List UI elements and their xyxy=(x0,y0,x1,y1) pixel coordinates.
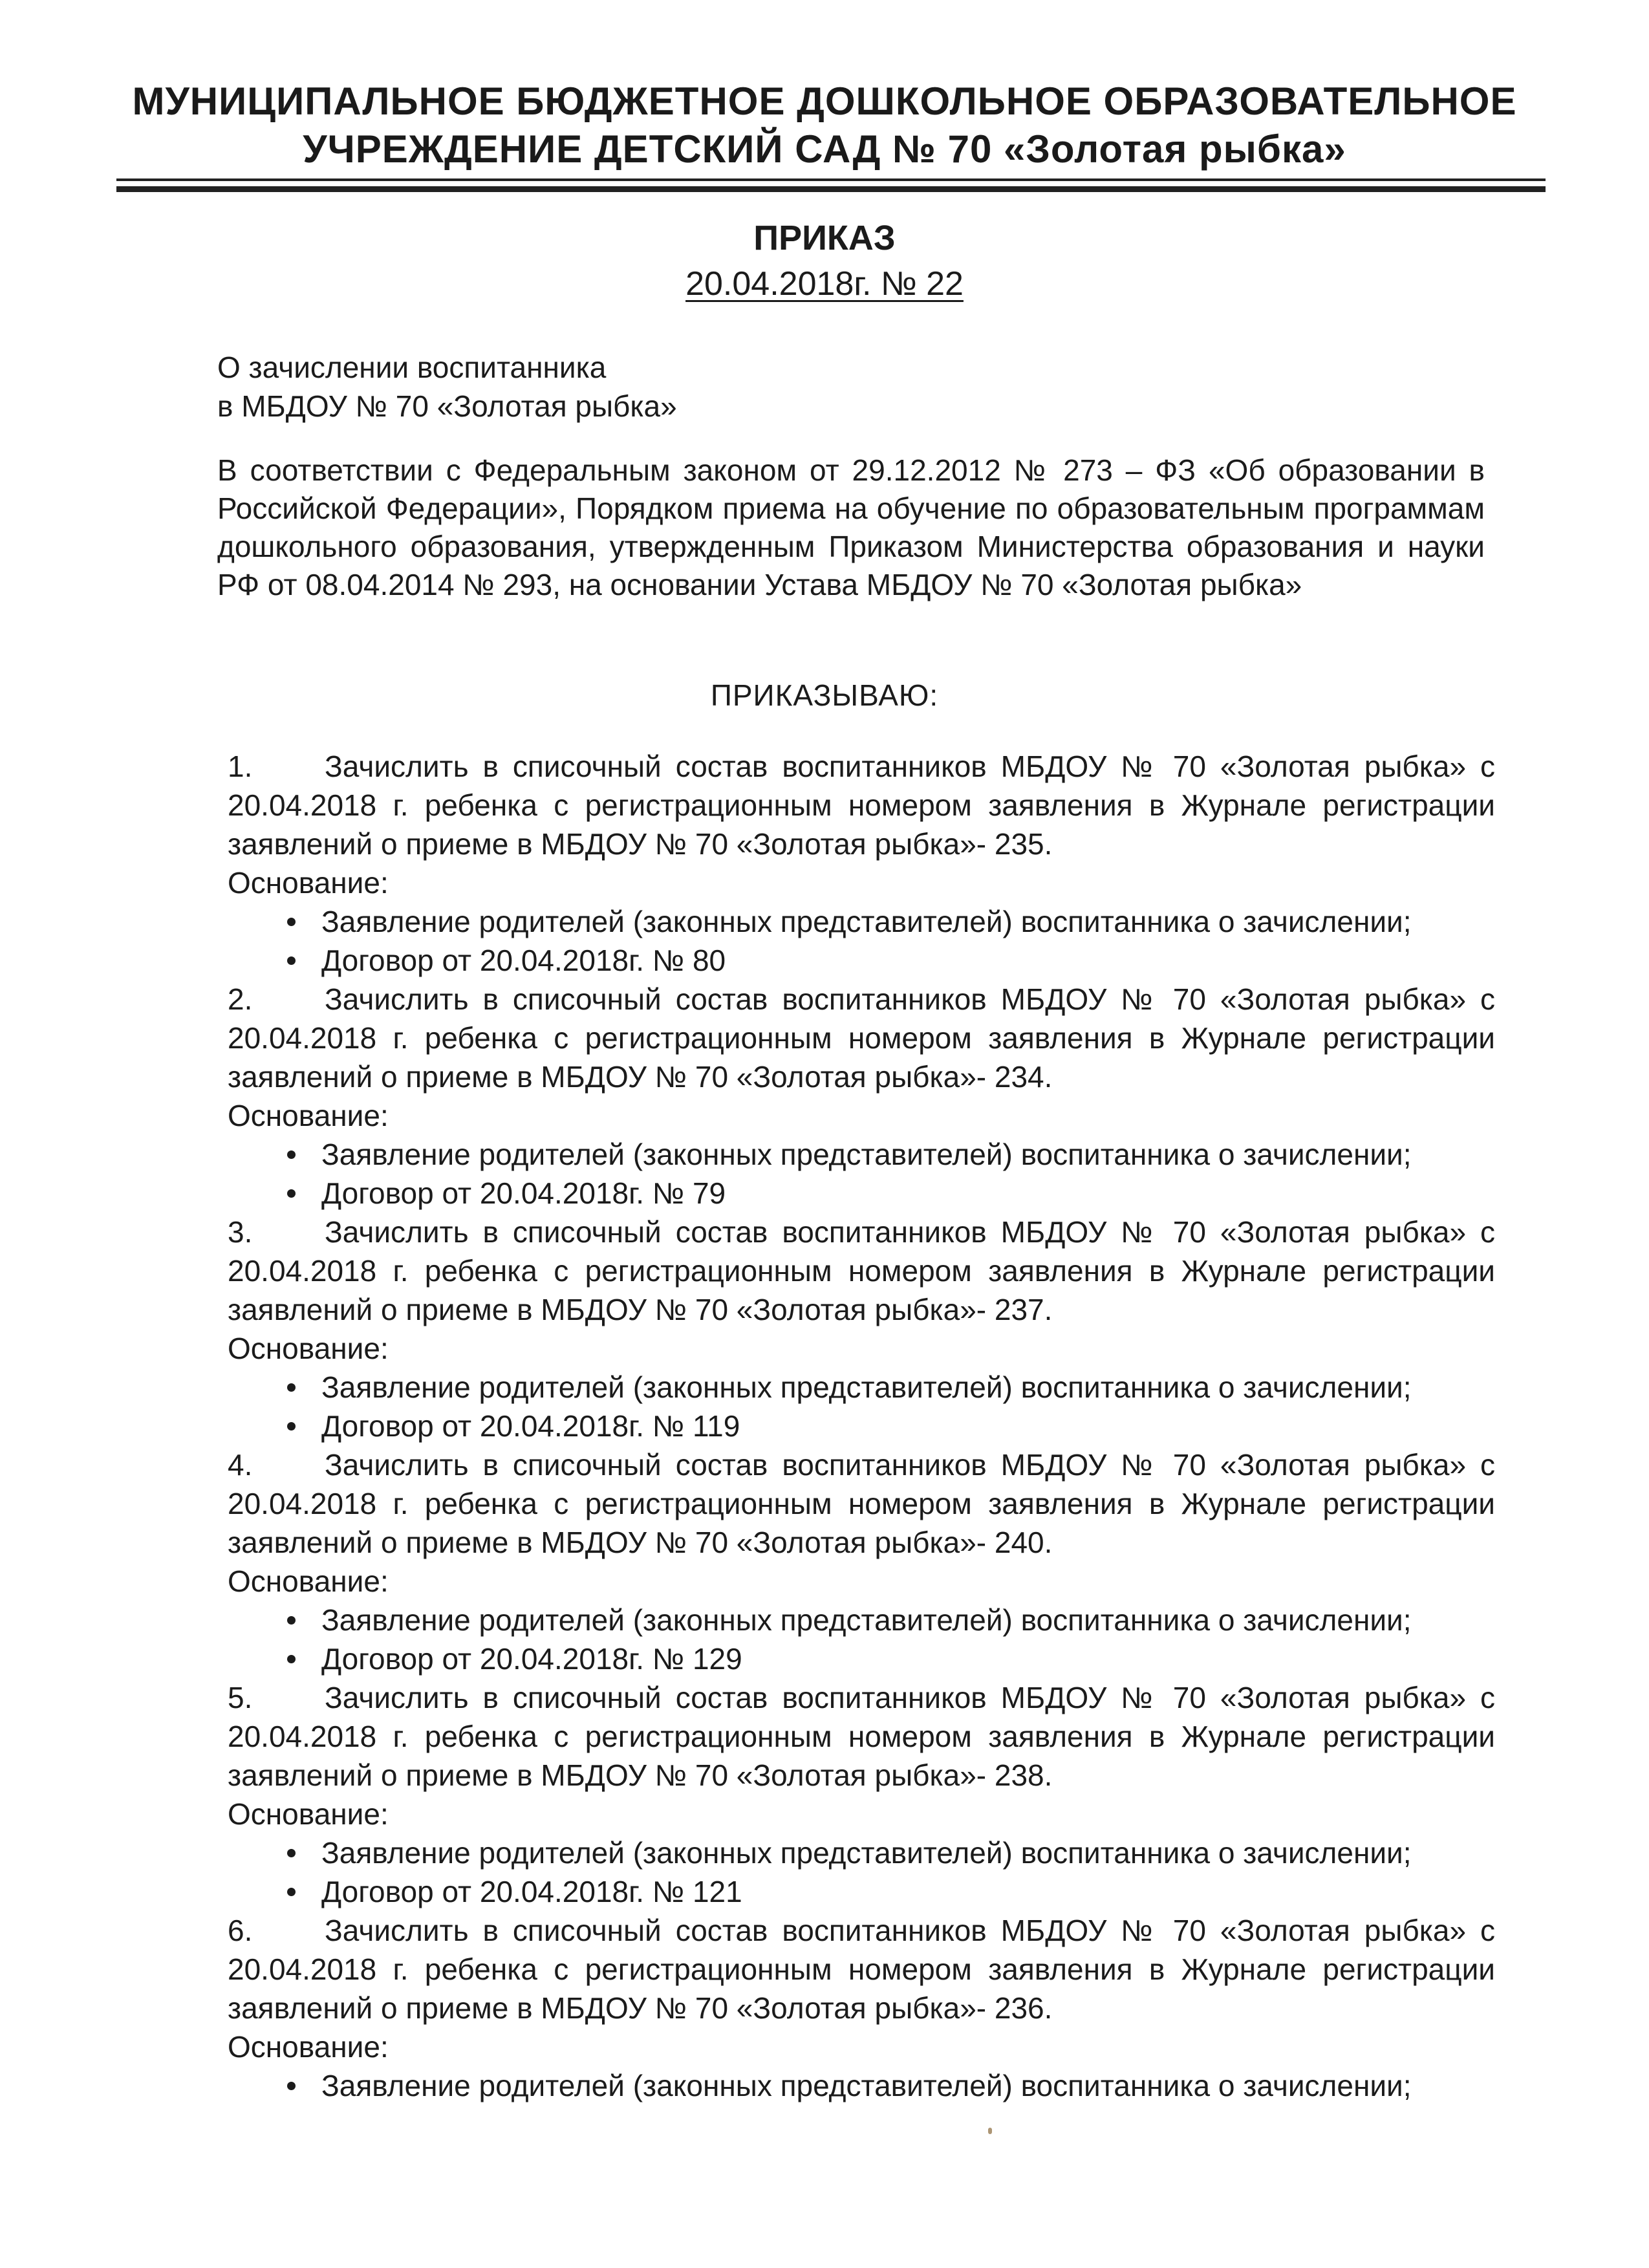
basis-list-item xyxy=(228,1368,1495,1407)
order-item xyxy=(228,1213,1495,1445)
bullet-icon xyxy=(287,2082,296,2090)
bullet-icon xyxy=(287,956,296,965)
order-subject xyxy=(217,348,677,426)
basis-list-item-text: Договор от 20.04.2018г. № 121 xyxy=(321,1875,742,1908)
bullet-icon xyxy=(287,1888,296,1896)
basis-list-item-text: Договор от 20.04.2018г. № 119 xyxy=(321,1409,740,1443)
order-item-text: Зачислить в списочный состав воспитанников МБДОУ № 70 «Золотая рыбка» с 20.04.2018 г. ребенка с регистрационным номером заявления в Журнале регистрации заявлений о приеме в МБДОУ № 70 «Золотая рыбка»- 234. xyxy=(228,982,1495,1094)
order-item-number: 1. xyxy=(228,750,253,783)
basis-list-item-text: Заявление родителей (законных представителей) воспитанника о зачислении; xyxy=(321,905,1412,938)
basis-list-item-text: Договор от 20.04.2018г. № 80 xyxy=(321,944,726,977)
bullet-icon xyxy=(287,918,296,926)
basis-list-item xyxy=(228,2066,1495,2105)
basis-list-item-text: Заявление родителей (законных представителей) воспитанника о зачислении; xyxy=(321,1836,1412,1870)
order-item-text-block xyxy=(228,980,1495,1096)
order-item-text-block xyxy=(228,1445,1495,1562)
order-item-text: Зачислить в списочный состав воспитанников МБДОУ № 70 «Золотая рыбка» с 20.04.2018 г. ребенка с регистрационным номером заявления в Журнале регистрации заявлений о приеме в МБДОУ № 70 «Золотая рыбка»- 240. xyxy=(228,1448,1495,1559)
order-item-text-block xyxy=(228,1911,1495,2027)
order-item-text: Зачислить в списочный состав воспитанников МБДОУ № 70 «Золотая рыбка» с 20.04.2018 г. ребенка с регистрационным номером заявления в Журнале регистрации заявлений о приеме в МБДОУ № 70 «Золотая рыбка»- 235. xyxy=(228,750,1495,861)
basis-list-item xyxy=(228,1833,1495,1872)
basis-list-item-text: Договор от 20.04.2018г. № 129 xyxy=(321,1642,742,1676)
basis-list-item xyxy=(228,1135,1495,1174)
basis-list-item xyxy=(228,941,1495,980)
order-item-text: Зачислить в списочный состав воспитанников МБДОУ № 70 «Золотая рыбка» с 20.04.2018 г. ребенка с регистрационным номером заявления в Журнале регистрации заявлений о приеме в МБДОУ № 70 «Золотая рыбка»- 238. xyxy=(228,1681,1495,1792)
order-item-number: 2. xyxy=(228,982,253,1016)
basis-list-item xyxy=(228,902,1495,941)
basis-label: Основание: xyxy=(228,866,389,900)
basis-label: Основание: xyxy=(228,1099,389,1132)
bullet-icon xyxy=(287,1422,296,1431)
order-item-number: 3. xyxy=(228,1215,253,1249)
bullet-icon xyxy=(287,1150,296,1159)
basis-label: Основание: xyxy=(228,1797,389,1831)
basis-list-item-text: Заявление родителей (законных представителей) воспитанника о зачислении; xyxy=(321,1370,1412,1404)
document-date-number xyxy=(0,264,1649,304)
header-divider-thick xyxy=(116,186,1546,192)
order-items-list xyxy=(228,747,1495,2105)
order-subject-line-2: в МБДОУ № 70 «Золотая рыбка» xyxy=(217,389,677,423)
bullet-icon xyxy=(287,1655,296,1663)
order-item-number: 4. xyxy=(228,1448,253,1482)
basis-list-item xyxy=(228,1174,1495,1213)
basis-list-item-text: Заявление родителей (законных представителей) воспитанника о зачислении; xyxy=(321,1138,1412,1171)
organization-header-line-2: УЧРЕЖДЕНИЕ ДЕТСКИЙ САД № 70 «Золотая рыбка» xyxy=(303,127,1346,171)
order-item xyxy=(228,1445,1495,1678)
order-item xyxy=(228,980,1495,1213)
scan-speck xyxy=(988,2128,992,2134)
basis-list-item-text: Заявление родителей (законных представителей) воспитанника о зачислении; xyxy=(321,2069,1412,2102)
basis-list-item xyxy=(228,1601,1495,1639)
basis-label: Основание: xyxy=(228,1332,389,1365)
basis-list-item xyxy=(228,1872,1495,1911)
basis-list-item-text: Договор от 20.04.2018г. № 79 xyxy=(321,1176,726,1210)
order-subject-line-1: О зачислении воспитанника xyxy=(217,351,607,384)
bullet-icon xyxy=(287,1849,296,1857)
bullet-icon xyxy=(287,1189,296,1198)
organization-header xyxy=(116,78,1533,173)
basis-list-item xyxy=(228,1407,1495,1445)
order-item-number: 5. xyxy=(228,1681,253,1714)
order-preamble: В соответствии с Федеральным законом от 29.12.2012 № 273 – ФЗ «Об образовании в Российской Федерации», Порядком приема на обучение по образовательным программам дошкольного образования, утвержденным Приказом Министерства образования и науки РФ от 08.04.2014 № 293, на основании Устава МБДОУ № 70 «Золотая рыбка» xyxy=(217,453,1485,601)
document-date-number-text: 20.04.2018г. № 22 xyxy=(685,265,964,303)
order-item-number: 6. xyxy=(228,1914,253,1947)
header-divider-thin xyxy=(116,178,1546,181)
order-item-text-block xyxy=(228,1678,1495,1795)
bullet-icon xyxy=(287,1383,296,1392)
basis-label: Основание: xyxy=(228,1564,389,1598)
order-item-text: Зачислить в списочный состав воспитанников МБДОУ № 70 «Золотая рыбка» с 20.04.2018 г. ребенка с регистрационным номером заявления в Журнале регистрации заявлений о приеме в МБДОУ № 70 «Золотая рыбка»- 236. xyxy=(228,1914,1495,2025)
order-directive-word: ПРИКАЗЫВАЮ: xyxy=(710,678,939,712)
basis-list-item-text: Заявление родителей (законных представителей) воспитанника о зачислении; xyxy=(321,1603,1412,1637)
organization-header-line-1: МУНИЦИПАЛЬНОЕ БЮДЖЕТНОЕ ДОШКОЛЬНОЕ ОБРАЗОВАТЕЛЬНОЕ xyxy=(132,80,1517,123)
basis-list-item xyxy=(228,1639,1495,1678)
order-item-text-block xyxy=(228,1213,1495,1329)
order-item xyxy=(228,747,1495,980)
order-item-text: Зачислить в списочный состав воспитанников МБДОУ № 70 «Золотая рыбка» с 20.04.2018 г. ребенка с регистрационным номером заявления в Журнале регистрации заявлений о приеме в МБДОУ № 70 «Золотая рыбка»- 237. xyxy=(228,1215,1495,1326)
document-title: ПРИКАЗ xyxy=(753,219,896,257)
bullet-icon xyxy=(287,1616,296,1625)
order-item xyxy=(228,1678,1495,1911)
order-item xyxy=(228,1911,1495,2105)
order-item-text-block xyxy=(228,747,1495,863)
basis-label: Основание: xyxy=(228,2030,389,2064)
